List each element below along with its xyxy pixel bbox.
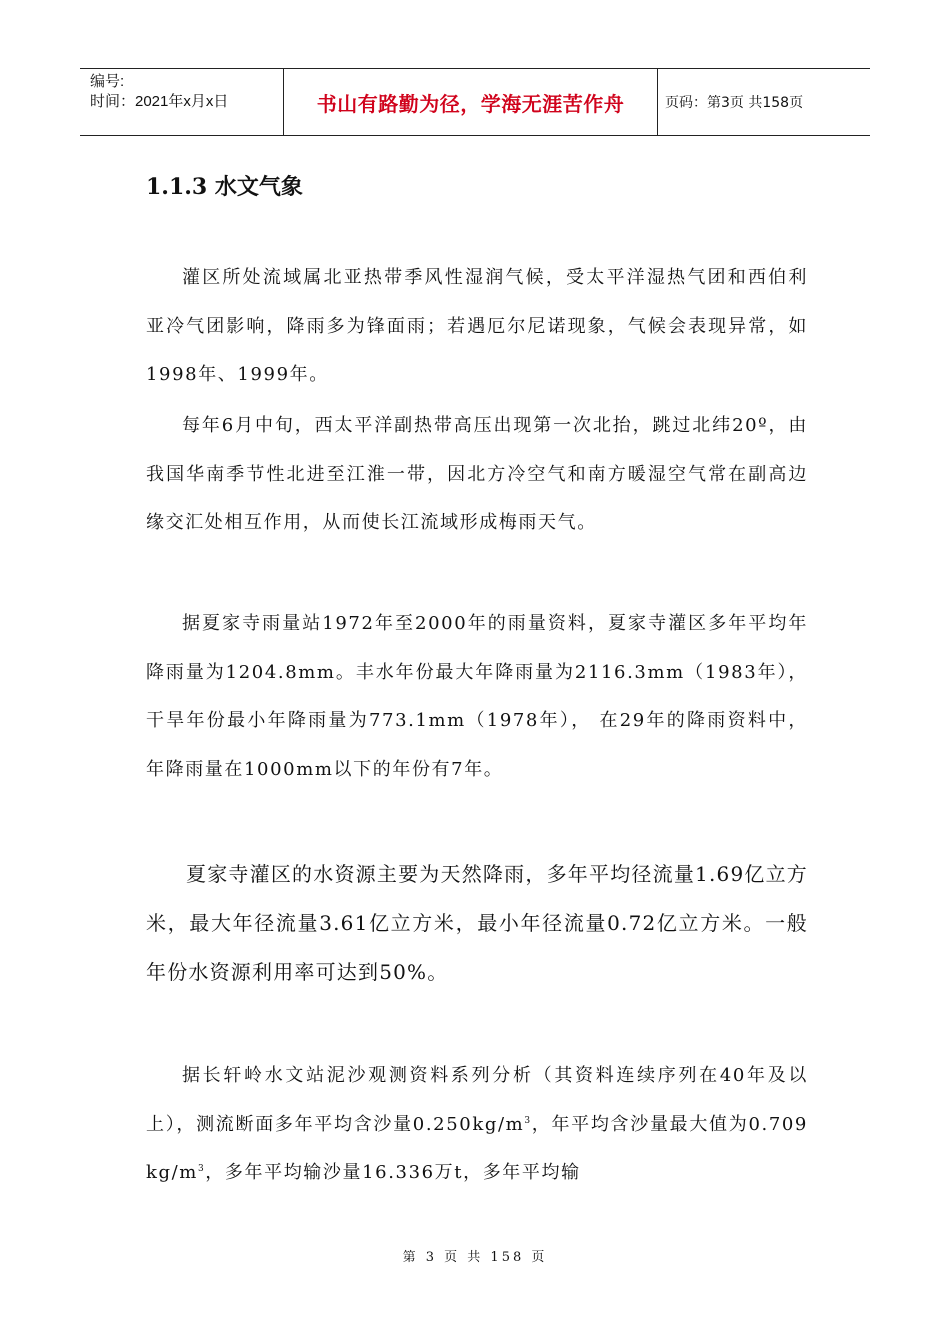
paragraph-water-resources	[146, 850, 808, 997]
paragraph-sediment	[146, 1052, 808, 1198]
paragraph-text	[146, 1052, 808, 1198]
time-label: 时间：2021年x月x日	[90, 93, 229, 110]
superscript-cubed: 3	[197, 1164, 206, 1174]
paragraph-text: 每年6月中旬，西太平洋副热带高压出现第一次北抬，跳过北纬20º，由我国华南季节性北进至江淮一带，因北方冷空气和南方暖湿空气常在副高边缘交汇处相互作用，从而使长江流域形成梅雨天气。	[146, 415, 808, 533]
paragraph-climate	[146, 254, 808, 400]
paragraph-rainfall	[146, 600, 808, 794]
sediment-text-2: ，年平均含沙量最大值为0.709 kg/m	[146, 1113, 808, 1183]
superscript-cubed: 3	[524, 1115, 532, 1126]
header-motto: 书山有路勤为径，学海无涯苦作舟	[284, 69, 658, 135]
page-header	[80, 68, 870, 136]
sediment-text-1: 据长轩岭水文站泥沙观测资料系列分析（其资料连续序列在40年及以上），测流断面多年平均含沙量0.250kg/m	[146, 1065, 808, 1135]
paragraph-text: 灌区所处流域属北亚热带季风性湿润气候，受太平洋湿热气团和西伯利亚冷气团影响，降雨多为锋面雨；若遇厄尔尼诺现象，气候会表现异常，如1998年、1999年。	[146, 267, 808, 385]
header-page-info: 页码：第3页 共158页	[665, 95, 804, 111]
section-title: 1.1.3 水文气象	[146, 174, 303, 200]
paragraph-text: 据夏家寺雨量站1972年至2000年的雨量资料，夏家寺灌区多年平均年降雨量为1204.8mm。丰水年份最大年降雨量为2116.3mm（1983年）， 干旱年份最小年降雨量为773.1mm（1978年）， 在29年的降雨资料中，年降雨量在1000mm以下的年份有7年。	[146, 613, 808, 780]
header-meta	[80, 69, 284, 135]
sediment-text-3: ，多年平均输沙量16.336万t，多年平均输	[205, 1162, 581, 1183]
page-footer: 第 3 页 共 158 页	[402, 1250, 548, 1265]
paragraph-text: 夏家寺灌区的水资源主要为天然降雨，多年平均径流量1.69亿立方米，最大年径流量3.61亿立方米，最小年径流量0.72亿立方米。一般年份水资源利用率可达到50%。	[146, 862, 808, 984]
number-label: 编号:	[90, 73, 125, 90]
paragraph-plum-rain	[146, 402, 808, 548]
